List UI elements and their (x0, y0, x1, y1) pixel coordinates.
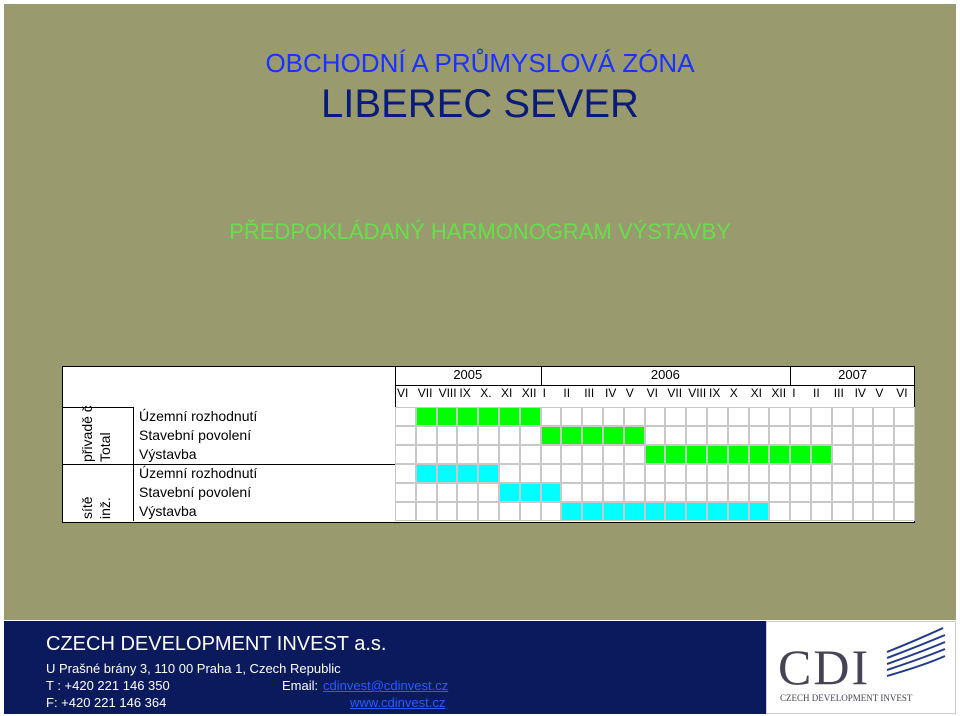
grid-cell (686, 426, 707, 445)
grid-cell (499, 426, 520, 445)
month-label: VII (417, 386, 433, 400)
grid-cell (873, 426, 894, 445)
grid-cell (665, 464, 686, 483)
grid-cell (790, 464, 811, 483)
gantt-bar-cell (457, 464, 478, 483)
gantt-bar-cell (665, 445, 686, 464)
year-divider (790, 367, 791, 386)
month-label: XII (521, 386, 537, 400)
month-label: VIII (438, 386, 457, 400)
task-label: Územní rozhodnutí (139, 465, 258, 481)
grid-cell (645, 483, 666, 502)
gantt-bar-cell (707, 502, 728, 521)
gantt-bar-cell (728, 502, 749, 521)
gantt-bar-cell (437, 407, 458, 426)
grid-cell (728, 407, 749, 426)
gantt-bar-cell (769, 445, 790, 464)
grid-cell (832, 407, 853, 426)
grid-cell (541, 445, 562, 464)
grid-cell (395, 464, 416, 483)
grid-cell (894, 445, 915, 464)
month-label: III (584, 386, 595, 400)
grid-cell (603, 483, 624, 502)
logo-tagline: CZECH DEVELOPMENT INVEST (780, 693, 913, 703)
grid-cell (457, 483, 478, 502)
gantt-bar-cell (582, 426, 603, 445)
grid-cell (582, 483, 603, 502)
gantt-bar-cell (499, 407, 520, 426)
grid-cell (790, 483, 811, 502)
page-title-line1: OBCHODNÍ A PRŮMYSLOVÁ ZÓNA (265, 48, 695, 78)
group-label: inž. (97, 497, 113, 519)
month-label: II (813, 386, 820, 400)
gantt-bar-cell (811, 445, 832, 464)
task-label: Výstavba (139, 446, 197, 462)
page-title-line2: LIBEREC SEVER (321, 82, 639, 126)
year-label: 2007 (838, 367, 868, 382)
grid-cell (437, 426, 458, 445)
grid-cell (561, 407, 582, 426)
grid-cell (478, 426, 499, 445)
grid-cell (728, 464, 749, 483)
grid-cell (894, 483, 915, 502)
month-label: I (542, 386, 546, 400)
grid-cell (853, 445, 874, 464)
month-label: IX (459, 386, 471, 400)
task-label: Stavební povolení (139, 484, 252, 500)
grid-cell (811, 483, 832, 502)
rows-top-line (63, 407, 133, 408)
gantt-bar-cell (582, 502, 603, 521)
gantt-bar-cell (416, 464, 437, 483)
grid-cell (873, 483, 894, 502)
grid-cell (873, 502, 894, 521)
grid-cell (499, 445, 520, 464)
month-label: IV (605, 386, 617, 400)
grid-cell (707, 464, 728, 483)
grid-cell (541, 407, 562, 426)
gantt-bar-cell (624, 502, 645, 521)
gantt-bar-cell (707, 445, 728, 464)
year-divider (541, 367, 542, 386)
grid-cell (853, 464, 874, 483)
grid-cell (686, 483, 707, 502)
grid-cell (811, 407, 832, 426)
grid-cell (437, 502, 458, 521)
gantt-bar-cell (749, 502, 770, 521)
grid-cell (416, 426, 437, 445)
grid-cell (811, 502, 832, 521)
grid-cell (582, 464, 603, 483)
grid-cell (769, 426, 790, 445)
grid-cell (873, 407, 894, 426)
grid-cell (561, 464, 582, 483)
grid-cell (707, 483, 728, 502)
grid-cell (853, 407, 874, 426)
grid-cell (853, 426, 874, 445)
grid-cell (457, 502, 478, 521)
grid-cell (416, 445, 437, 464)
gantt-bar-cell (790, 445, 811, 464)
grid-cell (728, 426, 749, 445)
task-label: Územní rozhodnutí (139, 408, 258, 424)
month-label: X. (480, 386, 492, 400)
grid-cell (749, 426, 770, 445)
gantt-bar-cell (541, 426, 562, 445)
grid-cell (645, 426, 666, 445)
grid-cell (520, 445, 541, 464)
month-label: XI (501, 386, 513, 400)
month-label: II (563, 386, 571, 400)
gantt-bar-cell (437, 464, 458, 483)
grid-cell (894, 407, 915, 426)
gantt-chart (62, 366, 915, 523)
gantt-bar-cell (686, 445, 707, 464)
grid-cell (769, 407, 790, 426)
grid-cell (707, 407, 728, 426)
grid-cell (478, 502, 499, 521)
month-label: I (792, 386, 796, 400)
grid-cell (603, 445, 624, 464)
grid-cell (873, 445, 894, 464)
grid-cell (665, 407, 686, 426)
grid-cell (686, 407, 707, 426)
gantt-bar-cell (541, 483, 562, 502)
grid-cell (749, 483, 770, 502)
month-label: V (875, 386, 884, 400)
month-label: XI (750, 386, 762, 400)
gantt-bar-cell (749, 445, 770, 464)
gantt-bar-cell (499, 483, 520, 502)
month-label: VII (667, 386, 683, 400)
group-label: Total (97, 432, 113, 462)
page-subtitle: PŘEDPOKLÁDANÝ HARMONOGRAM VÝSTAVBY (229, 219, 731, 244)
year-label: 2006 (650, 367, 680, 382)
month-label: III (833, 386, 844, 400)
grid-cell (790, 502, 811, 521)
group-label: přivadě č (79, 405, 95, 462)
grid-cell (499, 502, 520, 521)
grid-cell (894, 464, 915, 483)
month-label: V (625, 386, 634, 400)
grid-cell (645, 464, 666, 483)
gantt-bar-cell (665, 502, 686, 521)
grid-cell (624, 483, 645, 502)
grid-cell (832, 464, 853, 483)
grid-cell (395, 483, 416, 502)
grid-cell (686, 464, 707, 483)
grid-cell (853, 483, 874, 502)
grid-cell (416, 483, 437, 502)
grid-cell (520, 426, 541, 445)
grid-cell (541, 464, 562, 483)
grid-cell (832, 483, 853, 502)
grid-cell (728, 483, 749, 502)
gantt-bar-cell (624, 426, 645, 445)
grid-cell (873, 464, 894, 483)
logo-mark: CDI (778, 639, 871, 695)
grid-cell (582, 407, 603, 426)
grid-cell (811, 426, 832, 445)
month-label: X (729, 386, 738, 400)
gantt-bar-cell (728, 445, 749, 464)
grid-cell (749, 464, 770, 483)
gantt-bar-cell (520, 407, 541, 426)
gantt-bar-cell (645, 445, 666, 464)
gantt-bar-cell (686, 502, 707, 521)
grid-cell (645, 407, 666, 426)
grid-cell (457, 445, 478, 464)
grid-cell (707, 426, 728, 445)
grid-cell (853, 502, 874, 521)
month-label: IX (709, 386, 721, 400)
gantt-bar-cell (645, 502, 666, 521)
website-link[interactable]: www.cdinvest.cz (350, 695, 446, 710)
grid-cell (790, 407, 811, 426)
grid-cell (437, 445, 458, 464)
grid-cell (624, 445, 645, 464)
task-label: Stavební povolení (139, 427, 252, 443)
month-label: VI (896, 386, 908, 400)
grid-cell (769, 502, 790, 521)
month-label: IV (854, 386, 866, 400)
grid-cell (499, 464, 520, 483)
month-label: VI (646, 386, 658, 400)
grid-cell (457, 426, 478, 445)
gantt-bar-cell (603, 502, 624, 521)
grid-cell (603, 464, 624, 483)
gantt-bar-cell (478, 464, 499, 483)
grid-cell (894, 426, 915, 445)
group-label: sítě (79, 496, 95, 519)
task-label: Výstavba (139, 503, 197, 519)
grid-cell (416, 502, 437, 521)
grid-cell (520, 502, 541, 521)
grid-cell (582, 445, 603, 464)
grid-cell (665, 483, 686, 502)
grid-cell (832, 445, 853, 464)
gantt-bar-cell (478, 407, 499, 426)
email-link[interactable]: cdinvest@cdinvest.cz (323, 678, 449, 693)
email-label: Email: (282, 678, 319, 693)
year-label: 2005 (453, 367, 483, 382)
company-fax: F: +420 221 146 364 (46, 695, 167, 710)
company-name: CZECH DEVELOPMENT INVEST a.s. (46, 633, 387, 655)
grid-cell (561, 445, 582, 464)
month-label: VIII (688, 386, 707, 400)
company-phone: T : +420 221 146 350 (46, 678, 170, 693)
grid-cell (790, 426, 811, 445)
grid-cell (624, 464, 645, 483)
grid-cell (395, 407, 416, 426)
grid-cell (395, 502, 416, 521)
gantt-bar-cell (520, 483, 541, 502)
grid-cell (769, 483, 790, 502)
month-label: VI (397, 386, 409, 400)
company-address: U Prašné brány 3, 110 00 Praha 1, Czech Republic (46, 661, 341, 676)
grid-cell (561, 483, 582, 502)
month-label: XII (771, 386, 787, 400)
grid-cell (769, 464, 790, 483)
grid-cell (395, 426, 416, 445)
gantt-bar-cell (561, 502, 582, 521)
grid-cell (832, 502, 853, 521)
grid-cell (811, 464, 832, 483)
grid-cell (894, 502, 915, 521)
grid-cell (665, 426, 686, 445)
grid-cell (541, 502, 562, 521)
grid-cell (749, 407, 770, 426)
grid-cell (603, 407, 624, 426)
gantt-bar-cell (603, 426, 624, 445)
grid-cell (437, 483, 458, 502)
gantt-bar-cell (457, 407, 478, 426)
gantt-bar-cell (416, 407, 437, 426)
grid-cell (478, 483, 499, 502)
gantt-bar-cell (561, 426, 582, 445)
grid-cell (478, 445, 499, 464)
grid-cell (395, 445, 416, 464)
grid-cell (624, 407, 645, 426)
grid-cell (832, 426, 853, 445)
grid-cell (520, 464, 541, 483)
